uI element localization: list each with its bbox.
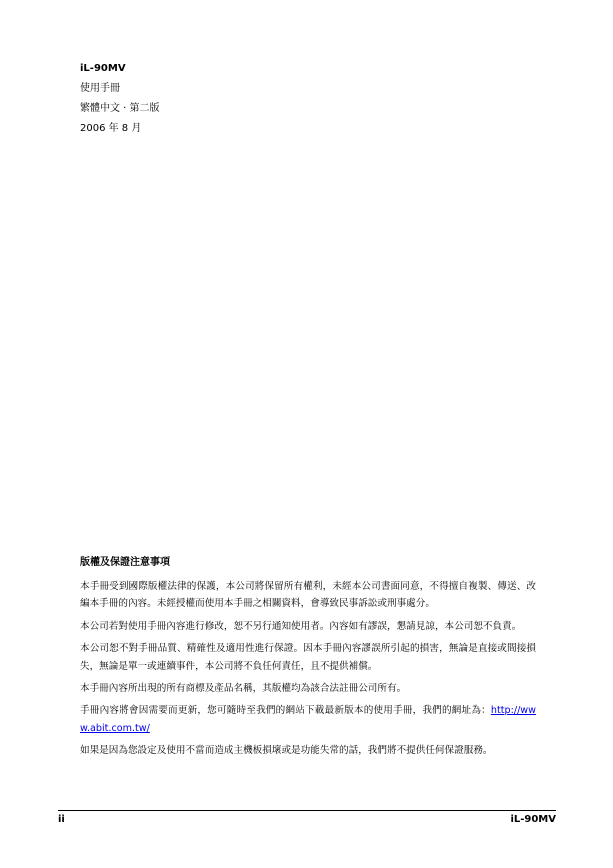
edition-line: 繁體中文 · 第二版	[80, 103, 160, 114]
copyright-heading: 版權及保證注意事項	[80, 557, 170, 568]
footer-divider	[58, 810, 556, 811]
update-paragraph	[80, 702, 536, 737]
copyright-section	[80, 556, 536, 765]
update-text: 手冊內容將會因需要而更新，您可隨時至我們的網站下載最新版本的使用手冊，我們的網址為：	[80, 705, 491, 717]
disclaimer-paragraph: 如果是因為您設定及使用不當而造成主機板損壞或是功能失常的話，我們將不提供任何保證服務。	[80, 745, 493, 757]
date-line: 2006 年 8 月	[80, 123, 142, 134]
warranty-paragraph: 本公司恕不對手冊品質、精確性及適用性進行保證。因本手冊內容謬誤所引起的損害，無論是直接或間接損失，無論是單一或連續事件，本公司將不負任何責任，且不提供補償。	[80, 643, 536, 672]
modification-paragraph: 本公司若對使用手冊內容進行修改，恕不另行通知使用者。內容如有謬誤，懇請見諒，本公司恕不負責。	[80, 620, 522, 632]
document-title: iL-90MV	[80, 63, 126, 74]
document-subtitle: 使用手冊	[80, 83, 120, 94]
trademark-paragraph: 本手冊內容所出現的所有商標及產品名稱，其版權均為該合法註冊公司所有。	[80, 683, 407, 695]
website-link[interactable]: http://www.abit.com.tw/	[80, 705, 536, 734]
copyright-paragraph: 本手冊受到國際版權法律的保護，本公司將保留所有權利，未經本公司書面同意，不得擅自複製、傳送、改編本手冊的內容。未經授權而使用本手冊之相關資料，會導致民事訴訟或刑事處分。	[80, 581, 536, 610]
page-number: ii	[58, 814, 65, 825]
footer-model-name: iL-90MV	[510, 814, 556, 825]
cover-header	[80, 62, 540, 142]
